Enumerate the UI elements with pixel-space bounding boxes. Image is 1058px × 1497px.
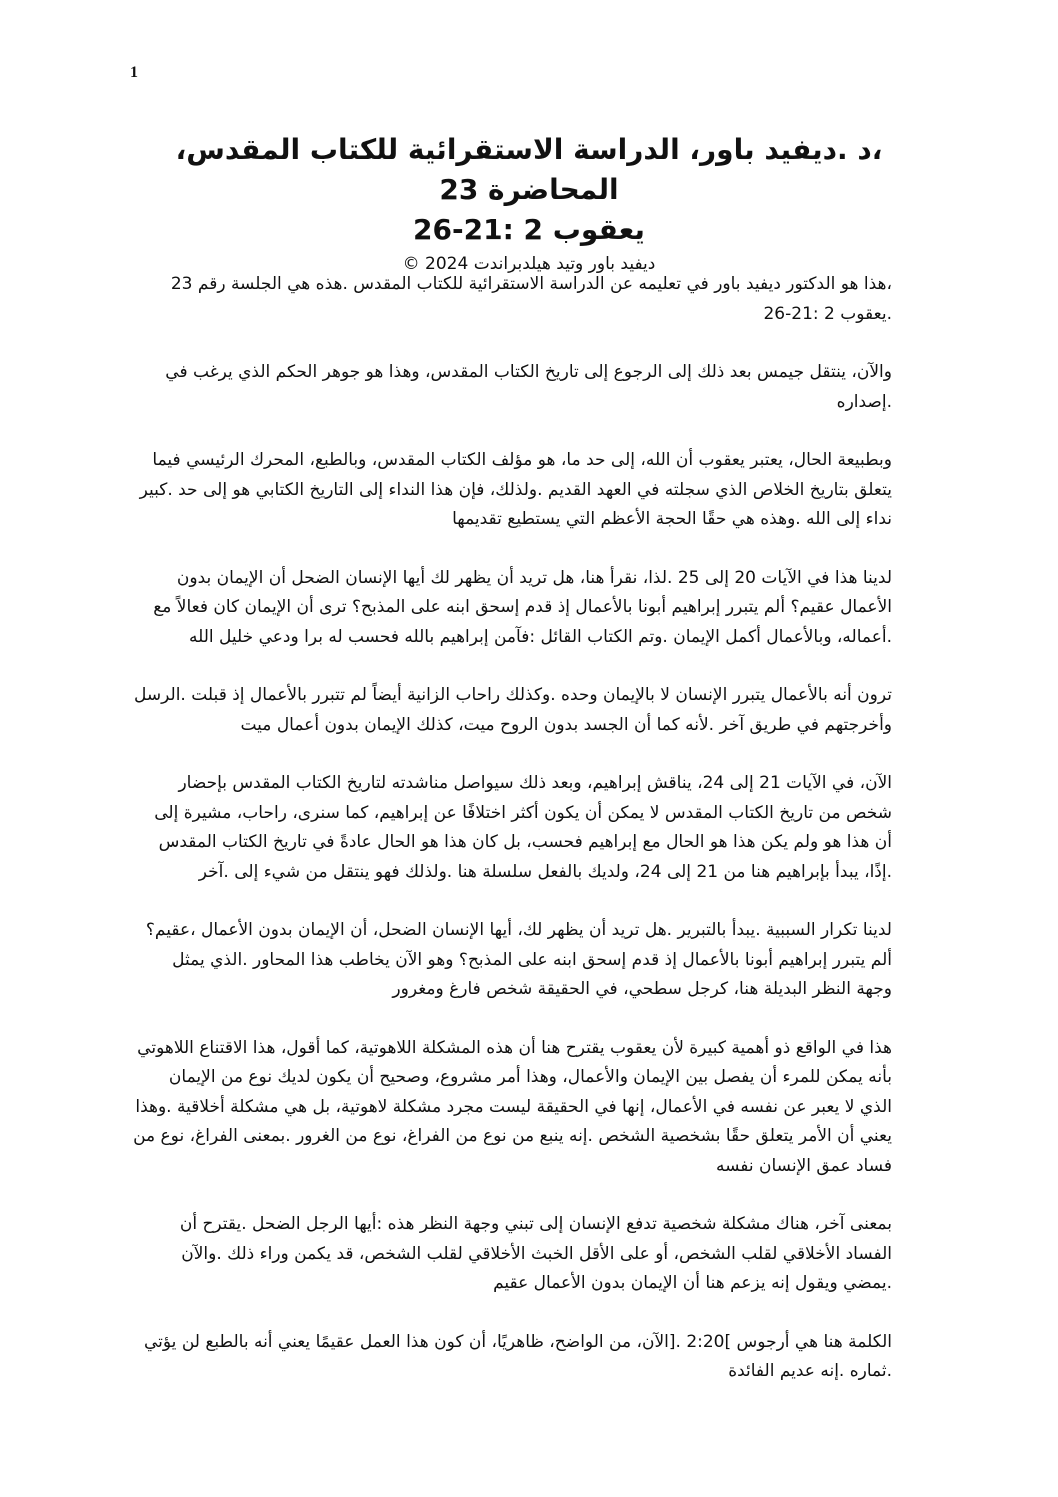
paragraph: بمعنى آخر، هناك مشكلة شخصية تدفع الإنسان إلى تبني وجهة النظر هذه :أيها الرجل الضحل .يقترح أن الفساد الأخلاقي لقلب الشخص، أو على الأقل الخبث الأخلاقي لقلب الشخص، قد يكمن وراء ذلك .والآن .يمضي ويقول إنه يزعم هنا أن الإيمان بدون الأعمال عقيم [179,1214,892,1293]
paragraph: ،هذا هو الدكتور ديفيد باور في تعليمه عن الدراسة الاستقرائية للكتاب المقدس .هذه هي الجلسة رقم 23 .يعقوب 2 :21-26 [170,274,892,324]
paragraph: والآن، ينتقل جيمس بعد ذلك إلى الرجوع إلى تاريخ الكتاب المقدس، وهذا هو جوهر الحكم الذي يرغب في .إصداره [165,362,892,412]
copyright-line: ديفيد باور وتيد هيلدبراندت 2024 © [402,254,656,274]
document-header [120,130,938,276]
paragraph: هذا في الواقع ذو أهمية كبيرة لأن يعقوب يقترح هنا أن هذه المشكلة اللاهوتية، كما أقول، هذا الاقتناع اللاهوتي بأنه يمكن للمرء أن يفصل بين الإيمان والأعمال، وهذا أمر مشروع، وصحيح أن يكون لديك نوع من الإيمان الذي لا يعبر عن نفسه في الأعمال، إنها في الحقيقة ليست مجرد مشكلة لاهوتية، بل هي مشكلة أخلاقية .وهذا يعني أن الأمر يتعلق حقًا بشخصية الشخص .إنه ينبع من نوع من الفراغ، نوع من الغرور .بمعنى الفراغ، نوع من فساد عمق الإنسان نفسه [133,1037,892,1176]
paragraph: الآن، في الآيات 21 إلى 24، يناقش إبراهيم، وبعد ذلك سيواصل مناشدته لتاريخ الكتاب المقدس بإحضار شخص من تاريخ الكتاب المقدس لا يمكن أن يكون أكثر اختلافًا عن إبراهيم، كما سنرى، راحاب، مشيرة إلى أن هذا هو ولم يكن هذا هو الحال مع إبراهيم فحسب، بل كان هذا هو الحال عادةً في تاريخ الكتاب المقدس .إذًا، يبدأ بإبراهيم هنا من 21 إلى 24، ولديك بالفعل سلسلة هنا .ولذلك فهو ينتقل من شيء إلى .آخر [154,773,892,882]
title-line-2: يعقوب 2 :21-26 [413,213,645,246]
paragraph: الكلمة هنا هي أرجوس ]2:20 .[الآن، من الواضح، ظاهريًا، أن كون هذا العمل عقيمًا يعني أنه بالطبع لن يؤتي .ثماره .إنه عديم الفائدة [144,1331,892,1381]
title-line-1: ،د .ديفيد باور، الدراسة الاستقرائية للكتاب المقدس، المحاضرة 23 [175,133,883,206]
page-number: 1 [130,64,138,81]
paragraph: لدينا تكرار السببية .يبدأ بالتبرير .هل تريد أن يظهر لك، أيها الإنسان الضحل، أن الإيمان بدون الأعمال ،عقيم؟ ألم يتبرر إبراهيم أبونا بالأعمال إذ قدم إسحق ابنه على المذبح؟ وهو الآن يخاطب هذا المحاور .الذي يمثل وجهة النظر البديلة هنا، كرجل سطحي، في الحقيقة شخص فارغ ومغرور [145,920,892,999]
paragraph: وبطبيعة الحال، يعتبر يعقوب أن الله، إلى حد ما، هو مؤلف الكتاب المقدس، وبالطبع، المحرك الرئيسي فيما يتعلق بتاريخ الخلاص الذي سجلته في العهد القديم .ولذلك، فإن هذا النداء إلى التاريخ الكتابي هو إلى حد .كبير نداء إلى الله .وهذه هي حقًا الحجة الأعظم التي يستطيع تقديمها [139,450,892,529]
document-body [132,270,892,1416]
paragraph: ترون أنه بالأعمال يتبرر الإنسان لا بالإيمان وحده .وكذلك راحاب الزانية أيضاً لم تتبرر بالأعمال إذ قبلت .الرسل وأخرجتهم في طريق آخر .لأنه كما أن الجسد بدون الروح ميت، كذلك الإيمان بدون أعمال ميت [134,685,892,735]
paragraph: لدينا هذا في الآيات 20 إلى 25 .لذا، نقرأ هنا، هل تريد أن يظهر لك أيها الإنسان الضحل أن الإيمان بدون الأعمال عقيم؟ ألم يتبرر إبراهيم أبونا بالأعمال إذ قدم إسحق ابنه على المذبح؟ ترى أن الإيمان كان فعالاً مع .أعماله، وبالأعمال أكمل الإيمان .وتم الكتاب القائل :فآمن إبراهيم بالله فحسب له برا ودعي خليل الله [153,567,892,647]
